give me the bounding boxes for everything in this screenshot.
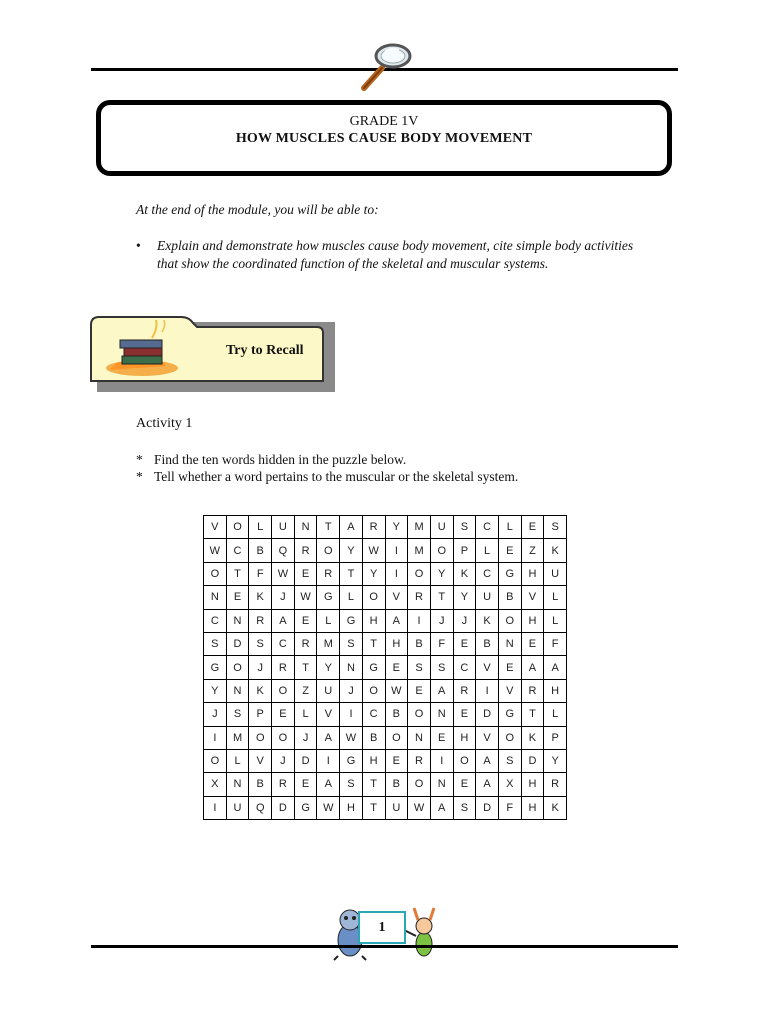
puzzle-cell: W xyxy=(272,562,295,585)
puzzle-cell: R xyxy=(408,749,431,772)
puzzle-cell: L xyxy=(498,516,521,539)
puzzle-cell: E xyxy=(385,749,408,772)
puzzle-cell: A xyxy=(476,773,499,796)
puzzle-cell: N xyxy=(340,656,363,679)
puzzle-row xyxy=(204,539,567,562)
puzzle-cell: I xyxy=(204,726,227,749)
puzzle-cell: E xyxy=(272,703,295,726)
puzzle-cell: O xyxy=(408,562,431,585)
puzzle-cell: Y xyxy=(453,586,476,609)
puzzle-cell: S xyxy=(340,632,363,655)
puzzle-cell: S xyxy=(340,773,363,796)
puzzle-cell: N xyxy=(294,516,317,539)
puzzle-cell: T xyxy=(317,516,340,539)
puzzle-cell: R xyxy=(294,632,317,655)
puzzle-cell: B xyxy=(362,726,385,749)
puzzle-cell: R xyxy=(272,773,295,796)
puzzle-cell: U xyxy=(272,516,295,539)
puzzle-cell: W xyxy=(317,796,340,819)
puzzle-cell: S xyxy=(430,656,453,679)
puzzle-cell: Y xyxy=(340,539,363,562)
puzzle-cell: T xyxy=(226,562,249,585)
puzzle-cell: N xyxy=(498,632,521,655)
grade-label: GRADE 1V xyxy=(349,114,419,129)
puzzle-cell: R xyxy=(317,562,340,585)
puzzle-cell: S xyxy=(204,632,227,655)
puzzle-cell: S xyxy=(544,516,567,539)
puzzle-row xyxy=(204,773,567,796)
puzzle-cell: V xyxy=(498,679,521,702)
puzzle-cell: A xyxy=(317,773,340,796)
puzzle-cell: J xyxy=(340,679,363,702)
puzzle-cell: C xyxy=(476,562,499,585)
puzzle-cell: H xyxy=(362,609,385,632)
puzzle-cell: M xyxy=(226,726,249,749)
puzzle-cell: S xyxy=(408,656,431,679)
puzzle-cell: A xyxy=(476,749,499,772)
puzzle-row xyxy=(204,609,567,632)
objectives-intro: At the end of the module, you will be able to: xyxy=(136,202,379,217)
puzzle-cell: T xyxy=(340,562,363,585)
puzzle-cell: W xyxy=(362,539,385,562)
puzzle-cell: I xyxy=(340,703,363,726)
puzzle-cell: H xyxy=(521,796,544,819)
puzzle-cell: O xyxy=(362,586,385,609)
footer-rule xyxy=(91,945,678,948)
puzzle-cell: D xyxy=(476,796,499,819)
puzzle-cell: O xyxy=(430,539,453,562)
bullet-dot: • xyxy=(136,238,141,253)
puzzle-cell: H xyxy=(521,562,544,585)
puzzle-cell: O xyxy=(408,703,431,726)
puzzle-cell: N xyxy=(408,726,431,749)
puzzle-cell: P xyxy=(544,726,567,749)
puzzle-cell: E xyxy=(453,632,476,655)
puzzle-cell: B xyxy=(249,539,272,562)
word-search-grid xyxy=(203,515,567,820)
puzzle-cell: C xyxy=(204,609,227,632)
puzzle-cell: T xyxy=(362,632,385,655)
try-to-recall-label: Try to Recall xyxy=(226,343,304,358)
puzzle-cell: D xyxy=(521,749,544,772)
puzzle-cell: O xyxy=(362,679,385,702)
instruction-bullet: * xyxy=(136,452,143,467)
puzzle-cell: R xyxy=(272,656,295,679)
puzzle-cell: W xyxy=(340,726,363,749)
puzzle-cell: V xyxy=(249,749,272,772)
puzzle-cell: O xyxy=(272,726,295,749)
puzzle-cell: O xyxy=(249,726,272,749)
puzzle-cell: O xyxy=(317,539,340,562)
puzzle-cell: H xyxy=(521,773,544,796)
module-title-box xyxy=(96,100,672,176)
puzzle-cell: J xyxy=(294,726,317,749)
puzzle-cell: U xyxy=(385,796,408,819)
puzzle-cell: U xyxy=(544,562,567,585)
puzzle-cell: L xyxy=(340,586,363,609)
puzzle-cell: W xyxy=(385,679,408,702)
puzzle-cell: E xyxy=(430,726,453,749)
puzzle-row xyxy=(204,586,567,609)
puzzle-cell: I xyxy=(317,749,340,772)
puzzle-cell: C xyxy=(362,703,385,726)
puzzle-cell: T xyxy=(362,773,385,796)
puzzle-cell: Y xyxy=(385,516,408,539)
instruction-text: Find the ten words hidden in the puzzle below. xyxy=(154,452,407,467)
puzzle-cell: A xyxy=(272,609,295,632)
puzzle-cell: A xyxy=(544,656,567,679)
puzzle-cell: E xyxy=(294,562,317,585)
magnifier-icon xyxy=(352,40,418,92)
puzzle-cell: I xyxy=(408,609,431,632)
puzzle-cell: M xyxy=(408,516,431,539)
puzzle-cell: B xyxy=(476,632,499,655)
objective-text: Explain and demonstrate how muscles cause body movement, cite simple body activities that show the coordinated function of the skeletal and muscular systems. xyxy=(157,238,634,271)
puzzle-cell: E xyxy=(226,586,249,609)
puzzle-cell: O xyxy=(453,749,476,772)
objective-item xyxy=(136,237,646,272)
instruction-text: Tell whether a word pertains to the muscular or the skeletal system. xyxy=(154,469,519,484)
puzzle-cell: I xyxy=(385,539,408,562)
puzzle-cell: Z xyxy=(294,679,317,702)
puzzle-cell: H xyxy=(340,796,363,819)
puzzle-cell: N xyxy=(430,773,453,796)
puzzle-cell: P xyxy=(453,539,476,562)
puzzle-cell: G xyxy=(204,656,227,679)
puzzle-cell: E xyxy=(294,773,317,796)
puzzle-cell: Y xyxy=(430,562,453,585)
puzzle-cell: S xyxy=(453,796,476,819)
puzzle-cell: K xyxy=(249,679,272,702)
instruction-1 xyxy=(136,452,406,468)
puzzle-cell: H xyxy=(521,609,544,632)
puzzle-cell: E xyxy=(453,773,476,796)
puzzle-cell: E xyxy=(385,656,408,679)
puzzle-cell: J xyxy=(453,609,476,632)
puzzle-row xyxy=(204,562,567,585)
puzzle-cell: W xyxy=(408,796,431,819)
puzzle-cell: E xyxy=(498,539,521,562)
puzzle-cell: R xyxy=(453,679,476,702)
puzzle-cell: U xyxy=(430,516,453,539)
puzzle-row xyxy=(204,796,567,819)
puzzle-cell: E xyxy=(521,516,544,539)
puzzle-cell: O xyxy=(385,726,408,749)
puzzle-cell: Z xyxy=(521,539,544,562)
puzzle-cell: E xyxy=(294,609,317,632)
puzzle-cell: T xyxy=(294,656,317,679)
puzzle-cell: R xyxy=(249,609,272,632)
puzzle-cell: O xyxy=(498,726,521,749)
puzzle-cell: R xyxy=(294,539,317,562)
puzzle-cell: O xyxy=(272,679,295,702)
puzzle-cell: A xyxy=(340,516,363,539)
puzzle-cell: D xyxy=(272,796,295,819)
puzzle-cell: A xyxy=(430,796,453,819)
puzzle-cell: Y xyxy=(204,679,227,702)
puzzle-cell: Y xyxy=(362,562,385,585)
puzzle-cell: B xyxy=(385,703,408,726)
puzzle-cell: H xyxy=(385,632,408,655)
puzzle-cell: B xyxy=(498,586,521,609)
puzzle-cell: S xyxy=(453,516,476,539)
puzzle-cell: M xyxy=(408,539,431,562)
puzzle-cell: L xyxy=(317,609,340,632)
puzzle-cell: D xyxy=(476,703,499,726)
puzzle-cell: O xyxy=(498,609,521,632)
puzzle-cell: G xyxy=(317,586,340,609)
puzzle-cell: I xyxy=(385,562,408,585)
puzzle-cell: O xyxy=(226,516,249,539)
puzzle-cell: V xyxy=(204,516,227,539)
puzzle-cell: Y xyxy=(544,749,567,772)
puzzle-cell: K xyxy=(544,539,567,562)
puzzle-cell: K xyxy=(476,609,499,632)
page-number-box xyxy=(358,911,406,944)
puzzle-cell: B xyxy=(385,773,408,796)
puzzle-cell: Y xyxy=(317,656,340,679)
puzzle-cell: N xyxy=(226,773,249,796)
puzzle-cell: G xyxy=(362,656,385,679)
puzzle-cell: B xyxy=(249,773,272,796)
instruction-bullet: * xyxy=(136,469,143,484)
puzzle-cell: L xyxy=(544,609,567,632)
puzzle-cell: U xyxy=(226,796,249,819)
puzzle-cell: V xyxy=(385,586,408,609)
puzzle-cell: F xyxy=(249,562,272,585)
puzzle-cell: H xyxy=(453,726,476,749)
puzzle-cell: M xyxy=(317,632,340,655)
puzzle-cell: P xyxy=(249,703,272,726)
puzzle-cell: J xyxy=(272,749,295,772)
books-icon xyxy=(102,318,182,378)
puzzle-cell: R xyxy=(408,586,431,609)
puzzle-cell: J xyxy=(430,609,453,632)
puzzle-cell: T xyxy=(521,703,544,726)
puzzle-cell: F xyxy=(544,632,567,655)
puzzle-cell: S xyxy=(498,749,521,772)
puzzle-cell: D xyxy=(226,632,249,655)
puzzle-cell: T xyxy=(430,586,453,609)
puzzle-cell: C xyxy=(272,632,295,655)
puzzle-row xyxy=(204,632,567,655)
puzzle-cell: V xyxy=(476,726,499,749)
puzzle-cell: O xyxy=(408,773,431,796)
puzzle-cell: Q xyxy=(249,796,272,819)
puzzle-cell: J xyxy=(204,703,227,726)
puzzle-cell: J xyxy=(249,656,272,679)
puzzle-row xyxy=(204,516,567,539)
puzzle-cell: A xyxy=(521,656,544,679)
puzzle-cell: S xyxy=(249,632,272,655)
puzzle-cell: U xyxy=(476,586,499,609)
puzzle-cell: L xyxy=(476,539,499,562)
puzzle-cell: K xyxy=(249,586,272,609)
puzzle-cell: F xyxy=(498,796,521,819)
puzzle-cell: H xyxy=(544,679,567,702)
puzzle-cell: I xyxy=(430,749,453,772)
puzzle-cell: X xyxy=(498,773,521,796)
puzzle-cell: E xyxy=(498,656,521,679)
puzzle-cell: X xyxy=(204,773,227,796)
puzzle-row xyxy=(204,679,567,702)
puzzle-cell: O xyxy=(204,749,227,772)
activity-title: Activity 1 xyxy=(136,416,193,431)
puzzle-cell: C xyxy=(476,516,499,539)
puzzle-row xyxy=(204,726,567,749)
puzzle-row xyxy=(204,703,567,726)
puzzle-cell: R xyxy=(544,773,567,796)
puzzle-cell: G xyxy=(340,609,363,632)
puzzle-cell: N xyxy=(204,586,227,609)
puzzle-cell: O xyxy=(204,562,227,585)
puzzle-cell: L xyxy=(544,703,567,726)
puzzle-cell: G xyxy=(294,796,317,819)
puzzle-cell: R xyxy=(521,679,544,702)
puzzle-cell: E xyxy=(521,632,544,655)
puzzle-cell: I xyxy=(476,679,499,702)
puzzle-cell: O xyxy=(226,656,249,679)
puzzle-cell: T xyxy=(362,796,385,819)
puzzle-cell: N xyxy=(226,609,249,632)
puzzle-cell: N xyxy=(226,679,249,702)
puzzle-cell: C xyxy=(453,656,476,679)
puzzle-cell: N xyxy=(430,703,453,726)
puzzle-cell: W xyxy=(294,586,317,609)
puzzle-cell: R xyxy=(362,516,385,539)
puzzle-cell: A xyxy=(317,726,340,749)
puzzle-cell: G xyxy=(498,703,521,726)
page-number: 1 xyxy=(378,920,386,935)
puzzle-cell: G xyxy=(340,749,363,772)
puzzle-cell: F xyxy=(430,632,453,655)
puzzle-cell: I xyxy=(204,796,227,819)
puzzle-cell: C xyxy=(226,539,249,562)
puzzle-cell: E xyxy=(408,679,431,702)
puzzle-cell: L xyxy=(544,586,567,609)
puzzle-cell: B xyxy=(408,632,431,655)
puzzle-cell: L xyxy=(226,749,249,772)
module-title: HOW MUSCLES CAUSE BODY MOVEMENT xyxy=(235,131,533,146)
puzzle-row xyxy=(204,656,567,679)
puzzle-cell: K xyxy=(544,796,567,819)
puzzle-cell: L xyxy=(249,516,272,539)
instruction-2 xyxy=(136,469,518,485)
puzzle-cell: S xyxy=(226,703,249,726)
puzzle-cell: L xyxy=(294,703,317,726)
puzzle-cell: V xyxy=(476,656,499,679)
puzzle-cell: W xyxy=(204,539,227,562)
puzzle-cell: K xyxy=(453,562,476,585)
puzzle-cell: V xyxy=(521,586,544,609)
puzzle-cell: J xyxy=(272,586,295,609)
puzzle-cell: Q xyxy=(272,539,295,562)
puzzle-cell: D xyxy=(294,749,317,772)
puzzle-cell: A xyxy=(385,609,408,632)
puzzle-cell: V xyxy=(317,703,340,726)
puzzle-cell: K xyxy=(521,726,544,749)
puzzle-row xyxy=(204,749,567,772)
puzzle-cell: A xyxy=(430,679,453,702)
puzzle-cell: G xyxy=(498,562,521,585)
puzzle-cell: U xyxy=(317,679,340,702)
puzzle-cell: E xyxy=(453,703,476,726)
puzzle-cell: H xyxy=(362,749,385,772)
